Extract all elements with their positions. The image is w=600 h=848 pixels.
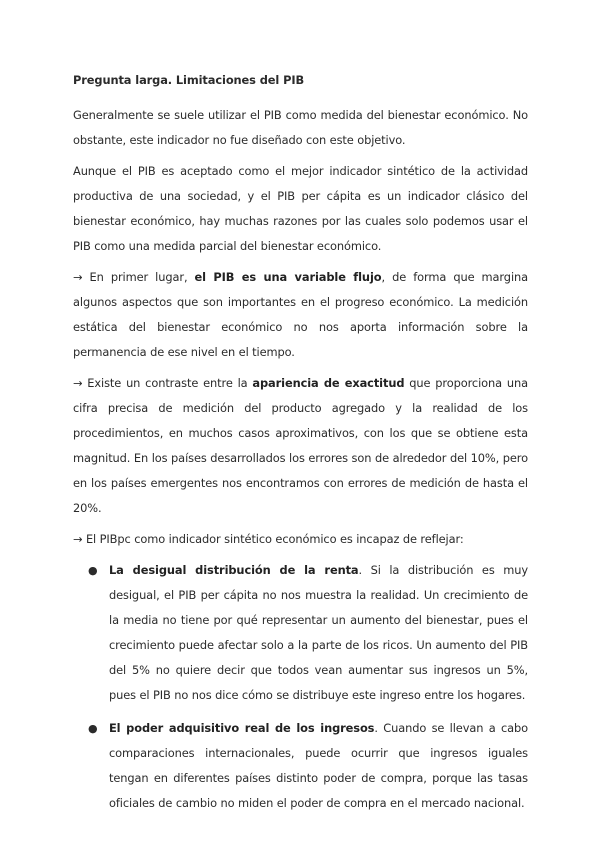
limitations-list (73, 558, 528, 816)
emphasis-income-distribution: La desigual distribución de la renta (109, 563, 359, 577)
paragraph-pibpc-limits: → El PIBpc como indicador sintético económico es incapaz de reflejar: (73, 532, 464, 546)
emphasis-purchasing-power: El poder adquisitivo real de los ingresos (109, 721, 375, 735)
paragraph-gdp-accepted: Aunque el PIB es aceptado como el mejor indicador sintético de la actividad productiva de una sociedad, y el PIB per cápita es un indicador clásico del bienestar económico, hay muchas razones por las cuales solo podemos usar el PIB como una medida parcial del bienestar económico. (73, 164, 528, 253)
paragraph-text: → En primer lugar, (73, 270, 195, 284)
list-item (73, 558, 528, 708)
emphasis-flow-variable: el PIB es una variable flujo (194, 270, 382, 284)
paragraph-flow-variable (73, 265, 528, 365)
paragraph-intro: Generalmente se suele utilizar el PIB como medida del bienestar económico. No obstante, este indicador no fue diseñado con este objetivo. (73, 108, 528, 147)
paragraph-exactness (73, 371, 528, 521)
emphasis-exactness: apariencia de exactitud (252, 376, 405, 390)
list-item (73, 716, 528, 816)
paragraph-text: que proporciona una cifra precisa de medición del producto agregado y la realidad de los procedimientos, en muchos casos aproximativos, con los que se obtiene esta magnitud. En los países desarrollados los errores son de alrededor del 10%, pero en los países emergentes nos encontramos con errores de medición de hasta el 20%. (73, 376, 528, 515)
document-page (73, 68, 528, 824)
list-item-text: . Si la distribución es muy desigual, el PIB per cápita no nos muestra la realidad. Un crecimiento de la media no tiene por qué representar un aumento del bienestar, pues el crecimiento puede afectar solo a la parte de los ricos. Un aumento del PIB del 5% no quiere decir que todos vean aumentar sus ingresos un 5%, pues el PIB no nos dice cómo se distribuye este ingreso entre los hogares. (109, 563, 528, 702)
bullet-icon: ● (88, 564, 98, 577)
list-item-text: . Cuando se llevan a cabo comparaciones internacionales, puede ocurrir que ingresos iguales tengan en diferentes países distinto poder de compra, porque las tasas oficiales de cambio no miden el poder de compra en el mercado nacional. (109, 721, 528, 810)
bullet-icon: ● (88, 722, 98, 735)
document-title: Pregunta larga. Limitaciones del PIB (73, 73, 305, 87)
paragraph-text: , de forma que margina algunos aspectos que son importantes en el progreso económico. La medición estática del bienestar económico no nos aporta información sobre la permanencia de ese nivel en el tiempo. (73, 270, 529, 359)
paragraph-text: → Existe un contraste entre la (73, 376, 253, 390)
